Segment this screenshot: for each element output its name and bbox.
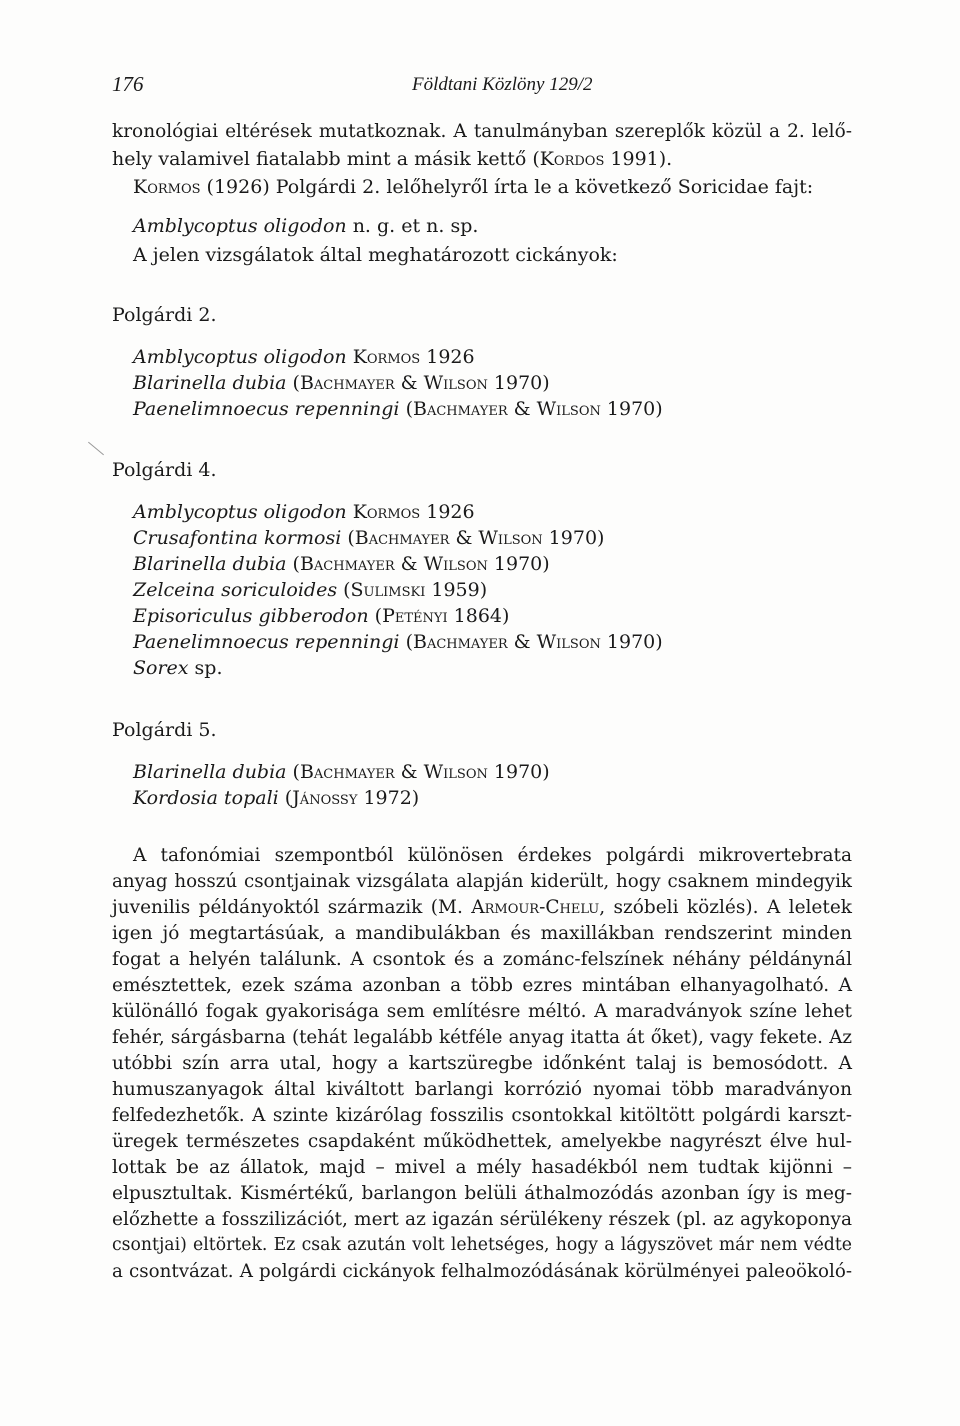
taxon-name: Zelceina soriculoides — [133, 579, 338, 601]
taxon-name: Blarinella dubia — [133, 761, 287, 783]
species-entry: Zelceina soriculoides (Sulimski 1959) — [133, 579, 488, 601]
taxon-name: Amblycoptus oligodon — [133, 346, 347, 368]
paragraph-line: különálló fogak gyakorisága sem említésre méltó. A maradványok színe lehet — [112, 1001, 852, 1022]
paragraph-line: előzhette a fosszilizációt, mert az igazán sérülékeny részek (pl. az agykoponya — [112, 1209, 852, 1230]
taxon-name: Crusafontina kormosi — [133, 527, 342, 549]
paragraph-line: humuszanyagok által kiváltott barlangi korrózió nyomai több maradványon — [112, 1079, 852, 1100]
intro-line: kronológiai eltérések mutatkoznak. A tanulmányban szereplők közül a 2. lelő- — [112, 121, 852, 142]
paragraph-line: fehér, sárgásbarna (tehát legalább kétféle anyag itatta át őket), vagy fekete. Az — [112, 1027, 852, 1048]
paragraph-line: juvenilis példányoktól származik (M. Armour-Chelu, szóbeli közlés). A leletek — [112, 897, 852, 918]
author-name: (Petényi — [374, 605, 448, 627]
author-name: Kormos — [133, 176, 201, 198]
author-name: (Bachmayer & Wilson — [292, 553, 488, 575]
taxon-name: Sorex — [133, 657, 189, 679]
site-heading: Polgárdi 2. — [112, 304, 217, 326]
intro-line: Kormos (1926) Polgárdi 2. lelőhelyről írta le a következő Soricidae fajt: — [133, 176, 814, 198]
paragraph-line: igen jó megtartásúak, a mandibulákban és maxillákban rendszerint minden — [112, 923, 852, 944]
intro-line: A jelen vizsgálatok által meghatározott cickányok: — [133, 244, 618, 266]
species-entry: Episoriculus gibberodon (Petényi 1864) — [133, 605, 510, 627]
taxon-name: Paenelimnoecus repenningi — [133, 398, 400, 420]
taxon-name: Kordosia topali — [133, 787, 279, 809]
taxon-name: Episoriculus gibberodon — [133, 605, 369, 627]
paragraph-line: fogat a helyén találunk. A csontok és a zománc-felszínek néhány példánynál — [112, 949, 852, 970]
scan-mark — [88, 442, 104, 456]
species-entry: Paenelimnoecus repenningi (Bachmayer & Wilson 1970) — [133, 631, 663, 653]
species-entry: Sorex sp. — [133, 657, 223, 679]
author-name: Armour-Chelu — [471, 897, 600, 918]
species-entry: Crusafontina kormosi (Bachmayer & Wilson 1970) — [133, 527, 605, 549]
running-header — [112, 72, 852, 102]
author-name: (Bachmayer & Wilson — [347, 527, 543, 549]
intro-species-line: Amblycoptus oligodon n. g. et n. sp. — [133, 215, 479, 237]
site-heading: Polgárdi 5. — [112, 719, 217, 741]
taxon-name: Blarinella dubia — [133, 553, 287, 575]
species-entry: Kordosia topali (Jánossy 1972) — [133, 787, 420, 809]
author-name: (Bachmayer & Wilson — [292, 761, 488, 783]
paragraph-line: A tafonómiai szempontból különösen érdekes polgárdi mikrovertebrata — [133, 845, 852, 866]
author-name: (Sulimski — [343, 579, 426, 601]
paragraph-line: anyag hosszú csontjainak vizsgálata alapján kiderült, hogy csaknem mindegyik — [112, 871, 852, 892]
taxon-name: Paenelimnoecus repenningi — [133, 631, 400, 653]
species-entry: Blarinella dubia (Bachmayer & Wilson 1970) — [133, 553, 550, 575]
paragraph-line: felfedezhetők. A szinte kizárólag fosszilis csontokkal kitöltött polgárdi karszt- — [112, 1105, 852, 1126]
species-entry: Blarinella dubia (Bachmayer & Wilson 1970) — [133, 761, 550, 783]
journal-title: Földtani Közlöny 129/2 — [412, 74, 593, 95]
taxon-name: Amblycoptus oligodon — [133, 501, 347, 523]
intro-line: hely valamivel fiatalabb mint a másik kettő (Kordos 1991). — [112, 148, 673, 170]
taxon-name: Blarinella dubia — [133, 372, 287, 394]
page-number: 176 — [112, 72, 144, 96]
paragraph-line: lottak be az állatok, majd – mivel a mély hasadékból nem tudtak kijönni – — [112, 1157, 852, 1178]
species-entry: Amblycoptus oligodon Kormos 1926 — [133, 346, 475, 368]
author-name: (Bachmayer & Wilson — [405, 631, 601, 653]
author-name: (Bachmayer & Wilson — [405, 398, 601, 420]
taxon-name: Amblycoptus oligodon — [133, 215, 347, 237]
paragraph-line: üregek természetes csapdaként működhettek, amelyekbe nagyrészt élve hul- — [112, 1131, 852, 1152]
paragraph-line: emésztettek, ezek száma azonban a több ezres mintában elhanyagolható. A — [112, 975, 852, 996]
site-heading: Polgárdi 4. — [112, 459, 217, 481]
species-entry: Blarinella dubia (Bachmayer & Wilson 1970) — [133, 372, 550, 394]
author-name: (Jánossy — [284, 787, 358, 809]
author-name: Kormos — [352, 501, 421, 523]
author-name: Kormos — [352, 346, 421, 368]
paragraph-line: a csontvázat. A polgárdi cickányok felhalmozódásának körülményei paleoökoló- — [112, 1261, 852, 1282]
species-entry: Paenelimnoecus repenningi (Bachmayer & Wilson 1970) — [133, 398, 663, 420]
author-name: Kordos — [539, 148, 605, 170]
species-entry: Amblycoptus oligodon Kormos 1926 — [133, 501, 475, 523]
paragraph-line: utóbbi szín arra utal, hogy a kartszüregbe időnként talaj is bemosódott. A — [112, 1053, 852, 1074]
paragraph-line: elpusztultak. Kismértékű, barlangon belüli áthalmozódás azonban így is meg- — [112, 1183, 852, 1204]
author-name: (Bachmayer & Wilson — [292, 372, 488, 394]
paragraph-line: csontjai) eltörtek. Ez csak azután volt lehetséges, hogy a lágyszövet már nem védte — [112, 1235, 852, 1255]
